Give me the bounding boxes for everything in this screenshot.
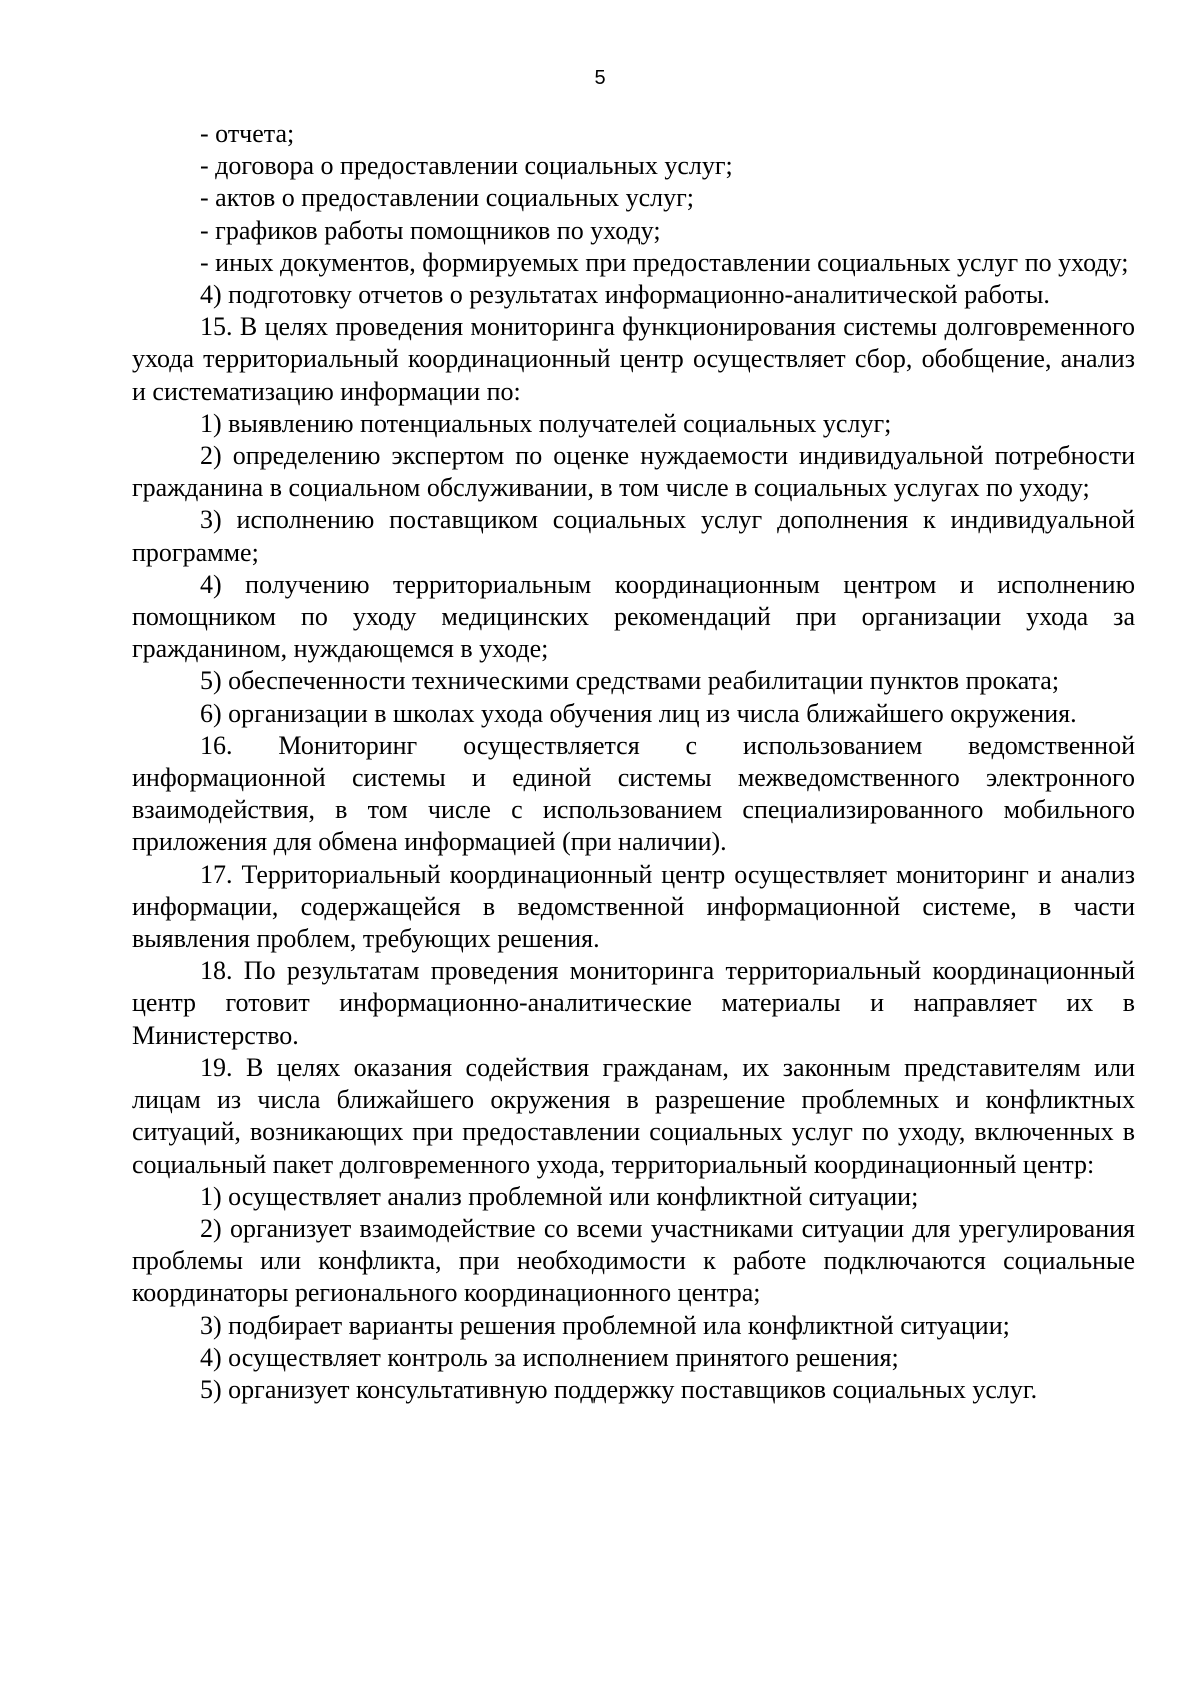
paragraph: 2) организует взаимодействие со всеми участниками ситуации для урегулирования проблемы или конфликта, при необходимости к работе подключаются социальные координаторы регионального координационного центра; (132, 1213, 1135, 1308)
page-number: 5 (594, 67, 606, 89)
paragraph: - отчета; (200, 119, 295, 148)
paragraph: 6) организации в школах ухода обучения лиц из числа ближайшего окружения. (200, 698, 1077, 728)
paragraph: 3) подбирает варианты решения проблемной ила конфликтной ситуации; (200, 1310, 1010, 1340)
paragraph: 18. По результатам проведения мониторинга территориальный координационный центр готовит информационно-аналитические материалы и направляет их в Министерство. (132, 956, 1135, 1050)
paragraph: 15. В целях проведения мониторинга функционирования системы долговременного ухода территориальный координационный центр осуществляет сбор, обобщение, анализ и систематизацию информации по: (132, 312, 1135, 406)
paragraph: 5) организует консультативную поддержку поставщиков социальных услуг. (200, 1374, 1038, 1404)
paragraph: 16. Мониторинг осуществляется с использованием ведомственной информационной системы и единой системы межведомственного электронного взаимодействия, в том числе с использованием специализированного мобильного приложения для обмена информацией (при наличии). (132, 730, 1135, 857)
paragraph: 1) выявлению потенциальных получателей социальных услуг; (200, 408, 892, 438)
paragraph: - договора о предоставлении социальных услуг; (200, 151, 733, 181)
paragraph: - иных документов, формируемых при предоставлении социальных услуг по уходу; (200, 247, 1129, 277)
paragraph: 4) осуществляет контроль за исполнением принятого решения; (200, 1342, 899, 1372)
paragraph: 3) исполнению поставщиком социальных услуг дополнения к индивидуальной программе; (132, 505, 1135, 567)
paragraph: 2) определению экспертом по оценке нуждаемости индивидуальной потребности гражданина в социальном обслуживании, в том числе в социальных услугах по уходу; (132, 441, 1135, 503)
paragraph: 1) осуществляет анализ проблемной или конфликтной ситуации; (200, 1181, 919, 1211)
paragraph: - графиков работы помощников по уходу; (200, 215, 661, 245)
paragraph: 4) подготовку отчетов о результатах информационно-аналитической работы. (200, 280, 1050, 310)
paragraph: 17. Территориальный координационный центр осуществляет мониторинг и анализ информации, содержащейся в ведомственной информационной системе, в части выявления проблем, требующих решения. (132, 859, 1135, 954)
document-body (132, 118, 1135, 1406)
paragraph: - актов о предоставлении социальных услуг; (200, 183, 694, 213)
paragraph: 19. В целях оказания содействия гражданам, их законным представителям или лицам из числа ближайшего окружения в разрешение проблемных и конфликтных ситуаций, возникающих при предоставлении социальных услуг по уходу, включенных в социальный пакет долговременного ухода, территориальный координационный центр: (132, 1052, 1135, 1179)
paragraph: 4) получению территориальным координационным центром и исполнению помощником по уходу медицинских рекомендаций при организации ухода за гражданином, нуждающемся в уходе; (132, 569, 1135, 664)
paragraph: 5) обеспеченности техническими средствами реабилитации пунктов проката; (200, 666, 1060, 696)
